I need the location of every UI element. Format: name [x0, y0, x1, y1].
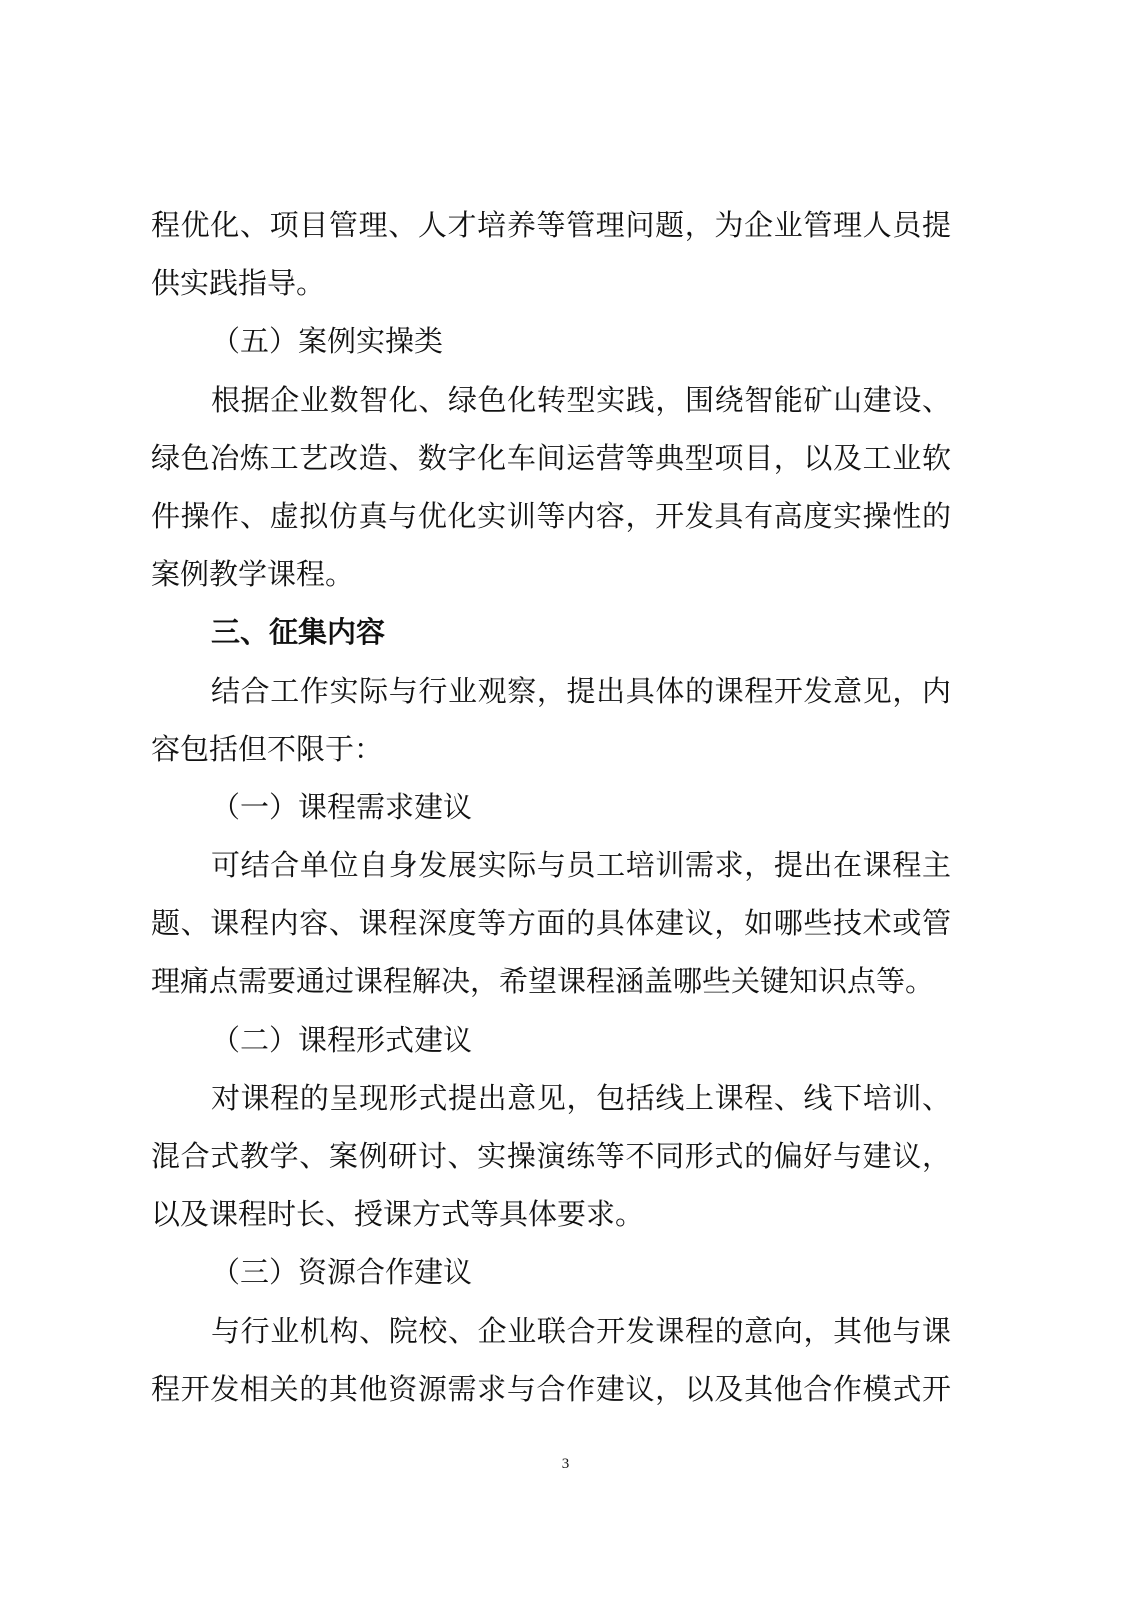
- paragraph-line: 根据企业数智化、绿色化转型实践，围绕智能矿山建设、: [211, 382, 951, 417]
- paragraph-line: 理痛点需要通过课程解决，希望课程涵盖哪些关键知识点等。: [151, 964, 935, 999]
- paragraph-line: 程开发相关的其他资源需求与合作建议，以及其他合作模式开: [151, 1371, 951, 1406]
- paragraph-line: 题、课程内容、课程深度等方面的具体建议，如哪些技术或管: [151, 906, 951, 941]
- section-subheading: （五）案例实操类: [211, 324, 444, 359]
- section-subheading: （三）资源合作建议: [211, 1255, 473, 1290]
- paragraph-line: 绿色冶炼工艺改造、数字化车间运营等典型项目，以及工业软: [151, 440, 951, 475]
- section-heading: 三、征集内容: [211, 615, 386, 650]
- paragraph-line: 供实践指导。: [151, 266, 326, 301]
- page-number: 3: [561, 1456, 570, 1472]
- paragraph-line: 混合式教学、案例研讨、实操演练等不同形式的偏好与建议，: [151, 1139, 951, 1173]
- document-body: [151, 196, 951, 1418]
- paragraph-line: 对课程的呈现形式提出意见，包括线上课程、线下培训、: [211, 1080, 951, 1115]
- paragraph-line: 程优化、项目管理、人才培养等管理问题，为企业管理人员提: [151, 208, 951, 242]
- paragraph-line: 可结合单位自身发展实际与员工培训需求，提出在课程主: [211, 848, 951, 883]
- paragraph-line: 以及课程时长、授课方式等具体要求。: [151, 1197, 645, 1232]
- section-subheading: （二）课程形式建议: [211, 1022, 473, 1057]
- paragraph-line: 案例教学课程。: [151, 557, 355, 592]
- paragraph-line: 件操作、虚拟仿真与优化实训等内容，开发具有高度实操性的: [151, 498, 951, 533]
- paragraph-line: 结合工作实际与行业观察，提出具体的课程开发意见，内: [211, 673, 951, 708]
- paragraph-line: 与行业机构、院校、企业联合开发课程的意向，其他与课: [211, 1313, 951, 1348]
- section-subheading: （一）课程需求建议: [211, 789, 473, 824]
- paragraph-line: 容包括但不限于：: [151, 731, 384, 766]
